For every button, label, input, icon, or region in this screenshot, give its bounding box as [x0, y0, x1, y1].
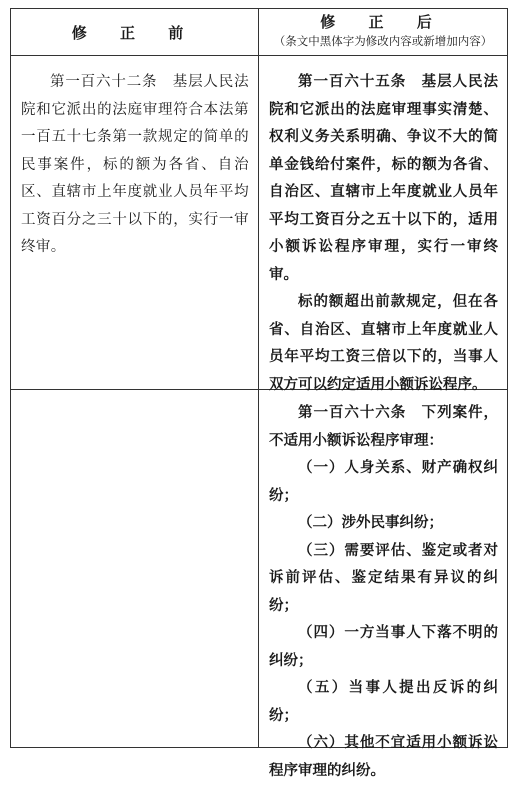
new-article-166-item3: （三）需要评估、鉴定或者对诉前评估、鉴定结果有异议的纠纷；: [269, 542, 498, 614]
new-article-166-intro: 第一百六十六条 下列案件，不适用小额诉讼程序审理：: [269, 405, 498, 449]
new-article-166-item1: （一）人身关系、财产确权纠纷；: [269, 460, 498, 504]
comparison-table: [10, 8, 508, 779]
new-article-166-item4: （四）一方当事人下落不明的纠纷；: [269, 625, 498, 669]
old-article-162: 第一百六十二条 基层人民法院和它派出的法庭审理符合本法第一百五十七条第一款规定的简单的民事案件，标的额为各省、自治区、直辖市上年度就业人员年平均工资百分之三十以下的，实行一审终审。: [21, 74, 249, 255]
new-article-165-para1: 第一百六十五条 基层人民法院和它派出的法庭审理事实清楚、权利义务关系明确、争议不大的简单金钱给付案件，标的额为各省、自治区、直辖市上年度就业人员年平均工资百分之五十以下的，适用小额诉讼程序审理，实行一审终审。: [269, 74, 498, 283]
row2-new-cell: [259, 390, 507, 785]
new-article-166-item6: （六）其他不宜适用小额诉讼程序审理的纠纷。: [269, 735, 498, 779]
row1-new-cell: [259, 56, 507, 399]
row1-old-cell: [11, 56, 258, 262]
new-article-166-item5: （五）当事人提出反诉的纠纷；: [269, 680, 498, 724]
new-article-165-para2: 标的额超出前款规定，但在各省、自治区、直辖市上年度就业人员年平均工资三倍以下的，当事人双方可以约定适用小额诉讼程序。: [269, 294, 498, 393]
new-article-166-item2: （二）涉外民事纠纷；: [298, 515, 443, 531]
header-after-note: （条文中黑体字为修改内容或新增加内容）: [273, 34, 493, 48]
header-after-cell: [259, 9, 507, 55]
header-before: 修 正 前: [71, 23, 198, 42]
header-after: 修 正 后: [320, 13, 446, 31]
